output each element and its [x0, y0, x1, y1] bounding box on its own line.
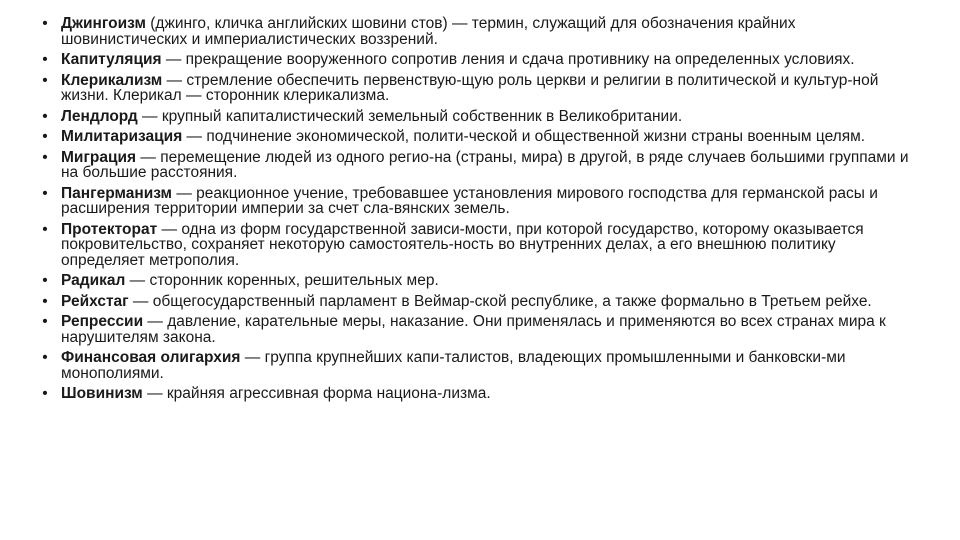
list-item [38, 52, 918, 68]
list-item [38, 222, 918, 269]
term-definition: — группа крупнейших капи-талистов, владеющих промышленными и банковски-ми монополиями. [61, 349, 846, 382]
bullet-icon: • [42, 128, 48, 145]
term-name: Капитуляция [61, 51, 162, 68]
list-item [38, 273, 918, 289]
list-item [38, 73, 918, 104]
term-name: Радикал [61, 272, 126, 289]
term-definition: — крайняя агрессивная форма национа-лизма. [142, 385, 491, 402]
list-item [38, 350, 918, 381]
bullet-icon: • [42, 292, 48, 310]
list-item [38, 386, 918, 402]
term-name: Милитаризация [61, 128, 183, 145]
bullet-icon: • [42, 184, 48, 202]
bullet-icon: • [42, 107, 48, 125]
term-name: Клерикализм [61, 71, 163, 89]
bullet-icon: • [42, 71, 48, 89]
term-definition: — крупный капиталистический земельный собственник в Великобритании. [137, 107, 683, 125]
term-definition: (джинго, кличка английских шовини стов) — термин, служащий для обозначения крайних шовинистических и империалистических воззрений. [61, 15, 796, 48]
bullet-icon: • [42, 220, 48, 238]
term-definition: — подчинение экономической, полити-ческой и общественной жизни страны военным целям. [182, 128, 866, 145]
list-item [38, 150, 918, 181]
glossary-list [38, 16, 918, 407]
term-definition: — общегосударственный парламент в Веймар-ской республике, а также формально в Третьем рейхе. [128, 292, 872, 310]
list-item [38, 129, 918, 145]
list-item [38, 16, 918, 47]
term-definition: — перемещение людей из одного регио-на (страны, мира) в другой, в ряде случаев большими группами и на большие расстояния. [61, 148, 909, 181]
term-definition: — реакционное учение, требовавшее установления мирового господства для германской расы и расширения территории империи за счет сла-вянских земель. [61, 184, 878, 217]
term-name: Протекторат [61, 220, 158, 238]
list-item [38, 186, 918, 217]
list-item [38, 294, 918, 310]
bullet-icon: • [42, 272, 48, 289]
bullet-icon: • [42, 15, 48, 32]
term-name: Репрессии [61, 313, 144, 330]
term-definition: — одна из форм государственной зависи-мости, при которой государство, которому оказывается покровительство, сохраняет некоторую самостоятель-ность во внутренних делах, а его внешнюю политику определяет метрополия. [61, 220, 864, 269]
term-definition: — стремление обеспечить первенствую-щую роль церкви и религии в политической и культур-ной жизни. Клерикал — сторонник клерикализма. [61, 71, 879, 104]
list-item [38, 314, 918, 345]
term-name: Миграция [61, 148, 137, 166]
term-definition: — давление, карательные меры, наказание. Они применялась и применяются во всех странах мира к нарушителям закона. [61, 313, 886, 346]
term-name: Финансовая олигархия [61, 349, 241, 366]
bullet-icon: • [42, 313, 48, 330]
bullet-icon: • [42, 148, 48, 166]
term-definition: — прекращение вооруженного сопротив ления и сдача противнику на определенных условиях. [161, 51, 855, 68]
term-name: Лендлорд [61, 107, 138, 125]
term-name: Рейхстаг [61, 292, 129, 310]
term-definition: — сторонник коренных, решительных мер. [125, 272, 439, 289]
bullet-icon: • [42, 51, 48, 68]
term-name: Джингоизм [61, 15, 146, 32]
term-name: Пангерманизм [61, 184, 173, 202]
list-item [38, 109, 918, 125]
bullet-icon: • [42, 385, 48, 402]
term-name: Шовинизм [61, 385, 143, 402]
bullet-icon: • [42, 349, 48, 366]
